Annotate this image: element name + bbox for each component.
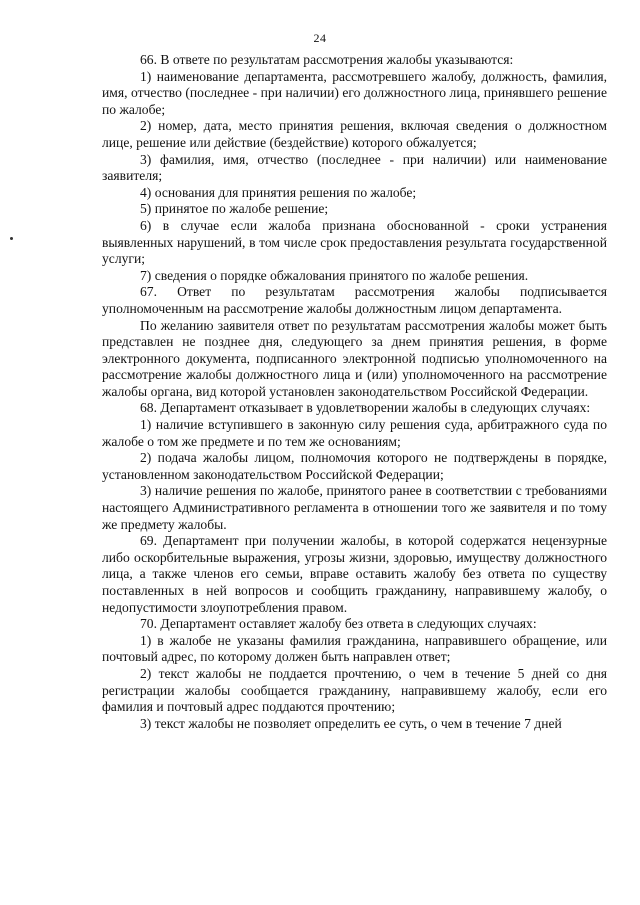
paragraph-68-heading: 68. Департамент отказывает в удовлетворении жалобы в следующих случаях: [140, 400, 591, 416]
paragraph-70-heading: 70. Департамент оставляет жалобу без ответа в следующих случаях: [140, 616, 537, 632]
paragraph-67: 67. Ответ по результатам рассмотрения жалобы подписывается уполномоченным на рассмотрение жалобы должностным лицом департамента. [102, 284, 607, 316]
paragraph-66-item-4: 4) основания для принятия решения по жалобе; [140, 184, 417, 200]
paragraph-68-item-2: 2) подача жалобы лицом, полномочия которого не подтверждены в порядке, установленном законодательством Российской Федерации; [102, 450, 607, 482]
paragraph-66-item-1: 1) наименование департамента, рассмотревшего жалобу, должность, фамилия, имя, отчество (последнее - при наличии) его должностного лица, принявшего решение по жалобе; [102, 68, 607, 117]
paragraph-68-item-3: 3) наличие решения по жалобе, принятого ранее в соответствии с требованиями настоящего Административного регламента в отношении того же заявителя и по тому же предмету жалобы. [102, 483, 607, 532]
page-number: 24 [313, 31, 327, 45]
paragraph-68-item-1: 1) наличие вступившего в законную силу решения суда, арбитражного суда по жалобе о том же предмете и по тем же основаниям; [102, 417, 607, 449]
paragraph-66-item-5: 5) принятое по жалобе решение; [140, 201, 329, 217]
paragraph-70-item-1: 1) в жалобе не указаны фамилия гражданина, направившего обращение, или почтовый адрес, по которому должен быть направлен ответ; [102, 632, 607, 665]
paragraph-70-item-2: 2) текст жалобы не поддается прочтению, о чем в течение 5 дней со дня регистрации жалобы сообщается гражданину, направившему жалобу, если его фамилия и почтовый адрес поддаются прочтению; [102, 665, 607, 715]
paragraph-66-heading: 66. В ответе по результатам рассмотрения жалобы указываются: [140, 52, 514, 67]
paragraph-66-item-3: 3) фамилия, имя, отчество (последнее - при наличии) или наименование заявителя; [102, 151, 607, 184]
paragraph-67-electronic-answer: По желанию заявителя ответ по результатам рассмотрения жалобы может быть представлен не позднее дня, следующего за днем принятия решения, в форме электронного документа, подписанного электронной подписью уполномоченного на рассмотрение жалобы должностного лица и (или) уполномоченного на рассмотрение жалобы органа, вид которой установлен законодательством Российской Федерации. [102, 317, 607, 399]
scan-speck [10, 237, 13, 240]
paragraph-70-item-3: 3) текст жалобы не позволяет определить ее суть, о чем в течение 7 дней [140, 715, 562, 731]
paragraph-69: 69. Департамент при получении жалобы, в которой содержатся нецензурные либо оскорбительные выражения, угрозы жизни, здоровью, имуществу должностного лица, а также членов его семьи, вправе оставить жалобу без ответа по существу поставленных в ней вопросов и сообщить гражданину, направившему жалобу, о недопустимости злоупотребления правом. [102, 533, 607, 615]
paragraph-66-item-2: 2) номер, дата, место принятия решения, включая сведения о должностном лице, решение или действие (бездействие) которого обжалуется; [102, 118, 607, 150]
document-body [102, 52, 607, 732]
paragraph-66-item-7: 7) сведения о порядке обжалования принятого по жалобе решения. [140, 267, 529, 283]
paragraph-66-item-6: 6) в случае если жалоба признана обоснованной - сроки устранения выявленных нарушений, в том числе срок предоставления результата государственной услуги; [102, 217, 607, 267]
